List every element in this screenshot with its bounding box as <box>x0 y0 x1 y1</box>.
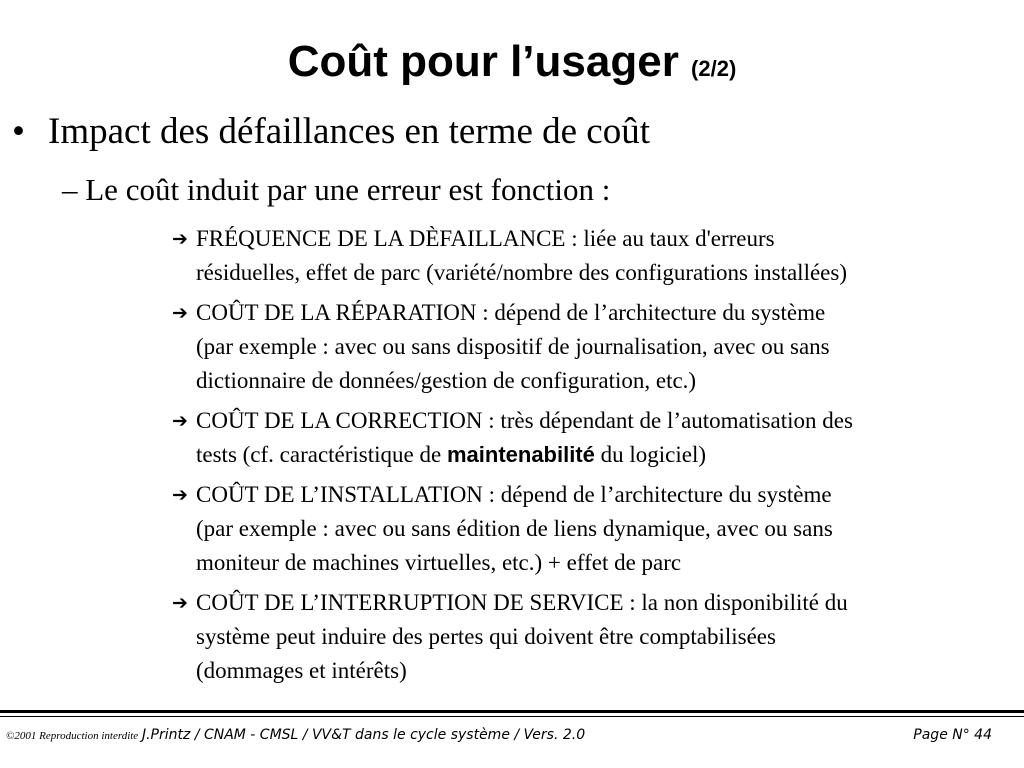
bullet-level2 <box>62 170 610 210</box>
item-text: du logiciel) <box>594 442 707 467</box>
item-line: moniteur de machines virtuelles, etc.) + effet de parc <box>196 550 682 575</box>
list-item <box>172 296 1017 398</box>
bullet-level2-text: – Le coût induit par une erreur est fonction : <box>62 172 611 207</box>
item-line: COÛT DE LA CORRECTION : très dépendant de l’automatisation des <box>196 408 853 433</box>
item-line: COÛT DE L’INTERRUPTION DE SERVICE : la non disponibilité du <box>196 590 848 615</box>
item-line: dictionnaire de données/gestion de configuration, etc.) <box>196 368 697 393</box>
arrow-bullet-icon: ➔ <box>172 592 188 614</box>
bullet-dot: • <box>12 111 25 152</box>
bullet-level1 <box>12 110 650 154</box>
list-item <box>172 586 1017 688</box>
cost-items-list <box>172 222 1017 694</box>
list-item <box>172 404 1017 472</box>
page-number: Page N° 44 <box>913 727 992 743</box>
arrow-bullet-icon: ➔ <box>172 228 188 250</box>
arrow-bullet-icon: ➔ <box>172 302 188 324</box>
title-main: Coût pour l’usager <box>287 37 679 86</box>
item-line: FRÉQUENCE DE LA DÈFAILLANCE : liée au taux d'erreurs <box>196 226 775 251</box>
item-line: (par exemple : avec ou sans dispositif de journalisation, avec ou sans <box>196 334 830 359</box>
title-sub: (2/2) <box>691 56 737 81</box>
list-item <box>172 478 1017 580</box>
item-line: (par exemple : avec ou sans édition de liens dynamique, avec ou sans <box>196 516 833 541</box>
item-line: (dommages et intérêts) <box>196 658 407 683</box>
item-line: COÛT DE L’INSTALLATION : dépend de l’architecture du système <box>196 482 832 507</box>
footer-copyright: ©2001 Reproduction interdite <box>6 730 139 742</box>
footer-author: J.Printz / CNAM - CMSL / VV&T dans le cycle système / Vers. 2.0 <box>141 727 586 743</box>
slide-title <box>0 36 1024 95</box>
item-line <box>196 438 1017 472</box>
item-line: COÛT DE LA RÉPARATION : dépend de l’architecture du système <box>196 300 826 325</box>
footer-divider <box>0 710 1024 713</box>
list-item <box>172 222 1017 290</box>
arrow-bullet-icon: ➔ <box>172 410 188 432</box>
arrow-bullet-icon: ➔ <box>172 484 188 506</box>
emphasis-text: maintenabilité <box>446 442 595 467</box>
item-text: tests (cf. caractéristique de <box>196 442 447 467</box>
bullet-level1-text: Impact des défaillances en terme de coût <box>48 111 650 152</box>
item-line: système peut induire des pertes qui doivent être comptabilisées <box>196 624 776 649</box>
item-line: résiduelles, effet de parc (variété/nombre des configurations installées) <box>196 260 847 285</box>
footer <box>6 727 1006 751</box>
footer-divider-thin <box>0 716 1024 717</box>
